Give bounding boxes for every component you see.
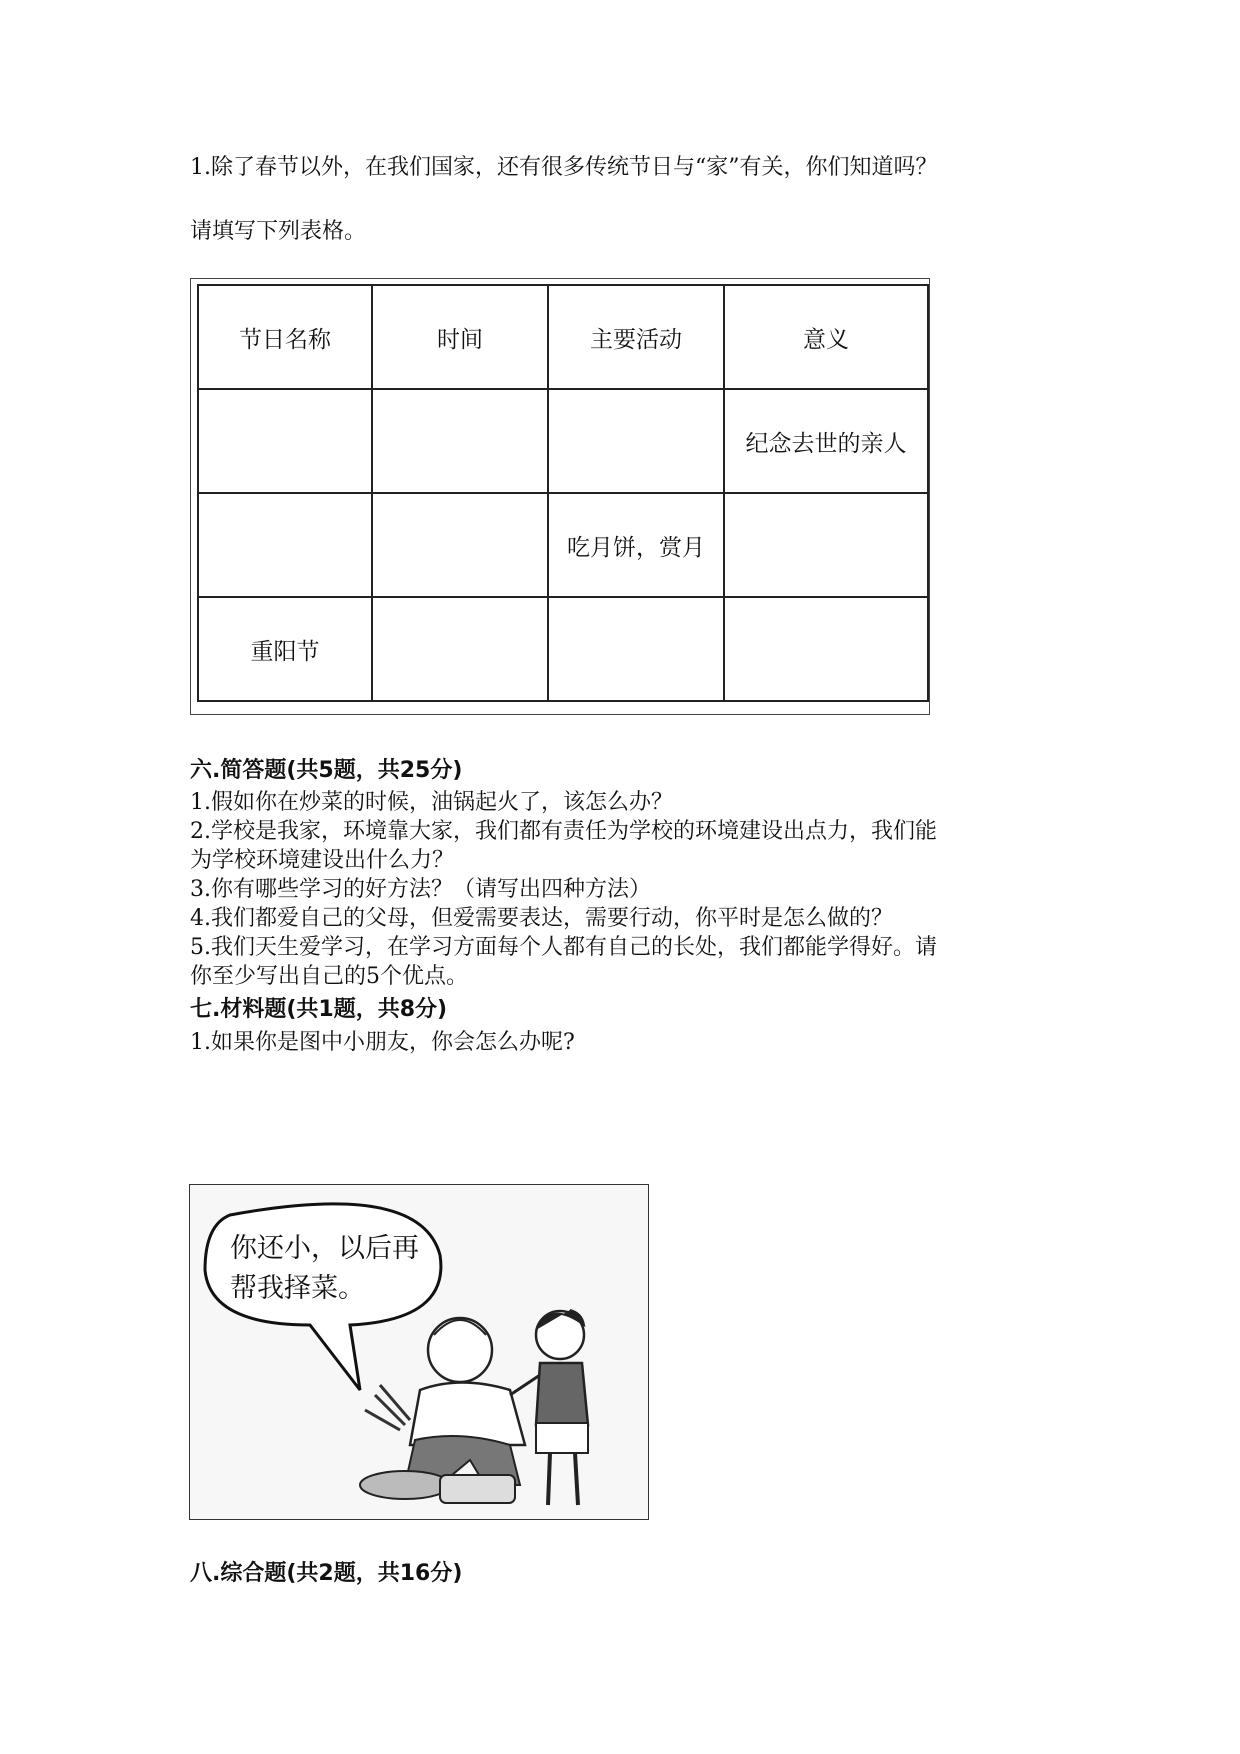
table-cell — [724, 493, 928, 597]
section-6-line: 2.学校是我家，环境靠大家，我们都有责任为学校的环境建设出点力，我们能 — [190, 819, 937, 844]
grandma-body — [410, 1383, 525, 1446]
speech-bubble-line-2: 帮我择菜。 — [230, 1273, 365, 1304]
grandma-arm — [510, 1375, 540, 1395]
boy-shirt — [536, 1363, 588, 1425]
section-6-line: 为学校环境建设出什么力？ — [190, 848, 455, 873]
table-cell — [198, 493, 372, 597]
section-6-line: 4.我们都爱自己的父母，但爱需要表达，需要行动，你平时是怎么做的？ — [190, 906, 893, 931]
section-6-line: 1.假如你在炒菜的时候，油锅起火了，该怎么办？ — [190, 790, 673, 815]
section-6-line: 你至少写出自己的5个优点。 — [190, 964, 468, 989]
festival-table — [197, 284, 929, 702]
table-cell: 吃月饼，赏月 — [548, 493, 724, 597]
table-cell: 纪念去世的亲人 — [724, 389, 928, 493]
section-6-line: 3.你有哪些学习的好方法？（请写出四种方法） — [190, 877, 651, 902]
vegetables — [365, 1385, 410, 1430]
table-cell: 重阳节 — [198, 597, 372, 701]
section-7-title: 七.材料题(共1题，共8分) — [190, 997, 448, 1022]
boy-shorts — [536, 1423, 588, 1453]
cartoon-illustration — [189, 1184, 649, 1520]
section-6-title: 六.简答题(共5题，共25分) — [190, 758, 463, 783]
header-time: 时间 — [372, 285, 548, 389]
table-cell — [372, 493, 548, 597]
table-cell — [372, 597, 548, 701]
table-row — [198, 597, 928, 701]
table-cell — [372, 389, 548, 493]
table-row — [198, 493, 928, 597]
boy-legs — [548, 1453, 578, 1505]
header-main-activity: 主要活动 — [548, 285, 724, 389]
basket-right — [440, 1475, 515, 1503]
section-8-title: 八.综合题(共2题，共16分) — [190, 1561, 463, 1586]
header-festival-name: 节日名称 — [198, 285, 372, 389]
question-1-line-2: 请填写下列表格。 — [190, 219, 367, 244]
table-cell — [548, 597, 724, 701]
section-7-question: 1.如果你是图中小朋友，你会怎么办呢? — [190, 1030, 575, 1055]
header-meaning: 意义 — [724, 285, 928, 389]
table-row — [198, 389, 928, 493]
speech-bubble-line-1: 你还小，以后再 — [230, 1233, 419, 1264]
basket-left — [360, 1471, 450, 1499]
table-cell — [548, 389, 724, 493]
table-header-row — [198, 285, 928, 389]
speech-bubble-text — [230, 1229, 419, 1309]
table-cell — [724, 597, 928, 701]
section-6-line: 5.我们天生爱学习，在学习方面每个人都有自己的长处，我们都能学得好。请 — [190, 935, 937, 960]
question-1-line-1: 1.除了春节以外，在我们国家，还有很多传统节日与“家”有关，你们知道吗？ — [190, 155, 938, 180]
grandma-head — [428, 1318, 492, 1382]
table-cell — [198, 389, 372, 493]
